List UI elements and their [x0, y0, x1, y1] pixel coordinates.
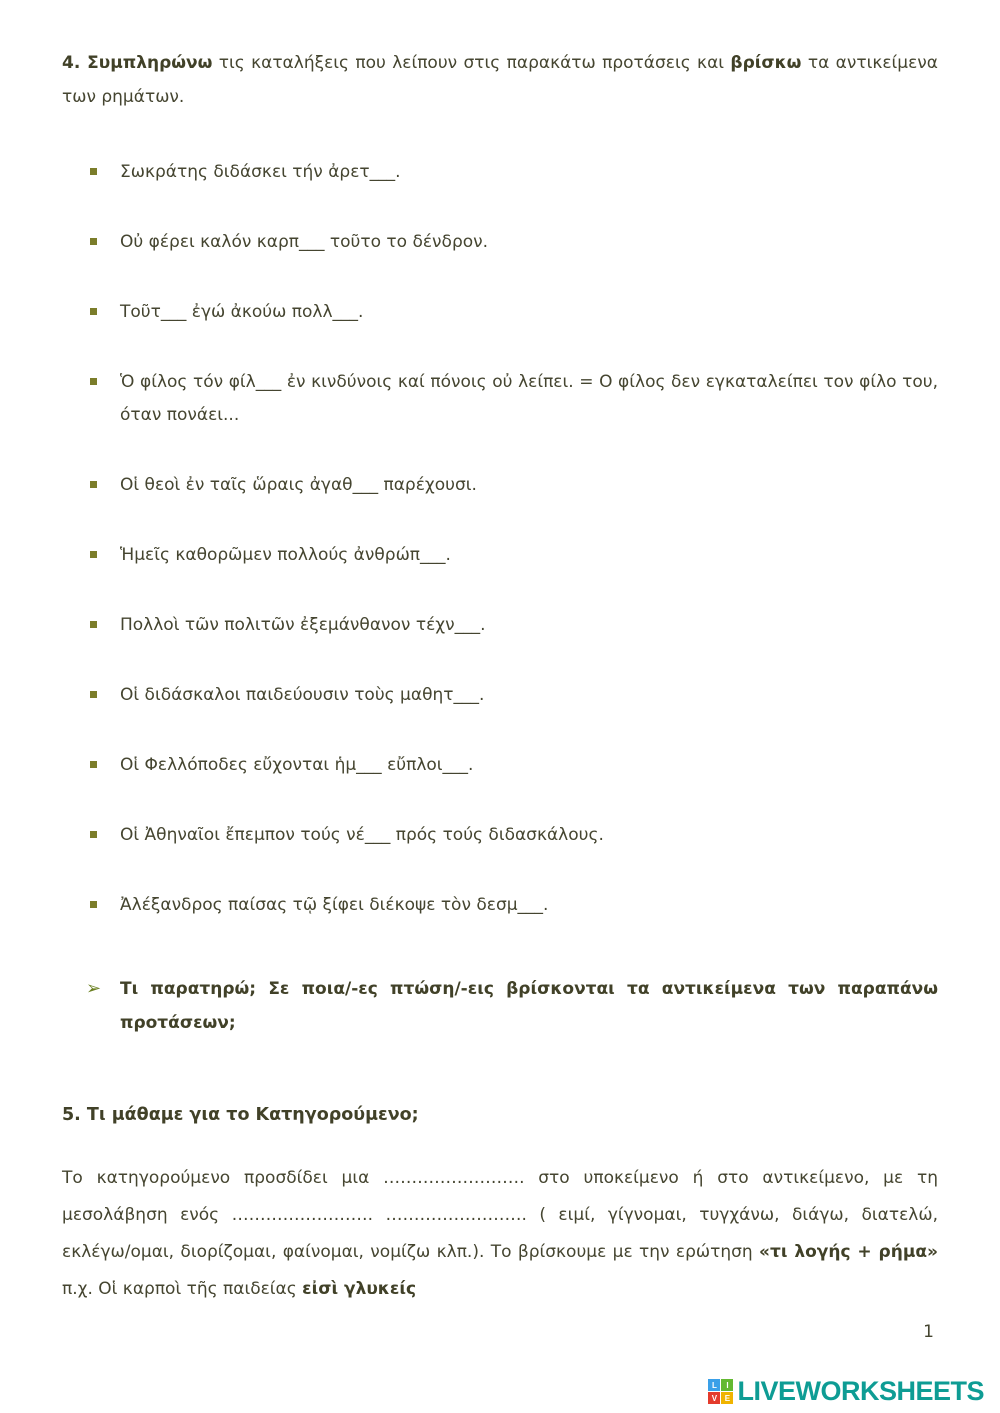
sentence-text: Οἱ θεοὶ ἐν ταῖς ὥραις ἀγαθ___ παρέχουσι. [120, 475, 477, 495]
square-bullet-icon [90, 168, 97, 175]
liveworksheets-logo[interactable] [708, 1376, 984, 1407]
logo-tile-l: L [708, 1379, 720, 1391]
square-bullet-icon [90, 621, 97, 628]
square-bullet-icon [90, 378, 97, 385]
sentence-item-8 [90, 679, 938, 712]
sentence-text: Τοῦτ___ ἐγώ ἀκούω πολλ___. [120, 302, 364, 322]
sentence-text: Ὁ φίλος τόν φίλ___ ἐν κινδύνοις καί πόνοις οὐ λείπει. = Ο φίλος δεν εγκαταλείπει τον φίλο του, όταν πονάει... [120, 372, 938, 425]
sentence-text: Ἡμεῖς καθορῶμεν πολλούς ἀνθρώπ___. [120, 545, 451, 565]
logo-tile-v: V [708, 1392, 720, 1404]
section-5-text-1: Το κατηγορούμενο προσδίδει μια ……………………. στο υποκείμενο ή στο αντικείμενο, με τη μεσολάβηση ενός ……………………. ……………………. ( ειμί, γίγνομαι, τυγχάνω, διάγω, διατελώ, εκλέγω/ομαι, διορίζομαι, φαίνομαι, νομίζω κλπ.). Το βρίσκουμε με την ερώτηση [62, 1168, 938, 1262]
section-5-paragraph [62, 1160, 938, 1308]
sentence-text: Οἱ διδάσκαλοι παιδεύουσιν τοὺς μαθητ___. [120, 685, 485, 705]
sentence-text: Σωκράτης διδάσκει τήν ἀρετ___. [120, 162, 401, 182]
sentence-item-4 [90, 366, 938, 432]
sentence-item-11 [90, 889, 938, 922]
section-5-heading: 5. Τι μάθαμε για το Κατηγορούμενο; [62, 1105, 419, 1125]
sentence-text: Πολλοὶ τῶν πολιτῶν ἐξεμάνθανον τέχν___. [120, 615, 486, 635]
section-5-bold-example: εἰσὶ γλυκείς [302, 1279, 417, 1299]
sentence-list [62, 156, 938, 922]
sentence-item-6 [90, 539, 938, 572]
square-bullet-icon [90, 761, 97, 768]
exercise-4-instructions-text-2: τα αντικείμενα των ρημάτων. [62, 53, 938, 107]
square-bullet-icon [90, 238, 97, 245]
section-5-text-2: π.χ. Οἱ καρποὶ τῆς παιδείας [62, 1279, 303, 1299]
liveworksheets-icon [708, 1379, 733, 1404]
exercise-4-bold-verb-1: 4. Συμπληρώνω [62, 53, 213, 73]
square-bullet-icon [90, 481, 97, 488]
logo-tile-i: I [721, 1379, 733, 1391]
sentence-text: Ἀλέξανδρος παίσας τῷ ξίφει διέκοψε τὸν δεσμ___. [120, 895, 549, 915]
sentence-text: Οὐ φέρει καλόν καρπ___ τοῦτο το δένδρον. [120, 232, 489, 252]
section-5-bold-question: «τι λογής + ρήμα» [759, 1242, 938, 1262]
sentence-text: Οἱ Ἀθηναῖοι ἔπεμπον τούς νέ___ πρός τούς διδασκάλους. [120, 825, 604, 845]
sentence-item-3 [90, 296, 938, 329]
observation-text: Τι παρατηρώ; Σε ποια/-ες πτώση/-εις βρίσκονται τα αντικείμενα των παραπάνω προτάσεων; [120, 979, 938, 1033]
page-number: 1 [923, 1322, 934, 1342]
sentence-item-9 [90, 749, 938, 782]
square-bullet-icon [90, 691, 97, 698]
sentence-text: Οἱ Φελλόποδες εὔχονται ἡμ___ εὔπλοι___. [120, 755, 474, 775]
square-bullet-icon [90, 551, 97, 558]
sentence-item-2 [90, 226, 938, 259]
square-bullet-icon [90, 308, 97, 315]
exercise-4-bold-verb-2: βρίσκω [730, 53, 802, 73]
liveworksheets-wordmark: LIVEWORKSHEETS [737, 1376, 984, 1406]
observation-question [86, 972, 938, 1040]
sentence-item-7 [90, 609, 938, 642]
sentence-item-5 [90, 469, 938, 502]
exercise-4-instructions [62, 46, 938, 114]
arrow-bullet-icon: ➢ [86, 978, 102, 999]
sentence-item-10 [90, 819, 938, 852]
logo-tile-e: E [721, 1392, 733, 1404]
sentence-item-1 [90, 156, 938, 189]
exercise-4-instructions-text-1: τις καταλήξεις που λείπουν στις παρακάτω προτάσεις και [212, 53, 731, 73]
square-bullet-icon [90, 831, 97, 838]
square-bullet-icon [90, 901, 97, 908]
